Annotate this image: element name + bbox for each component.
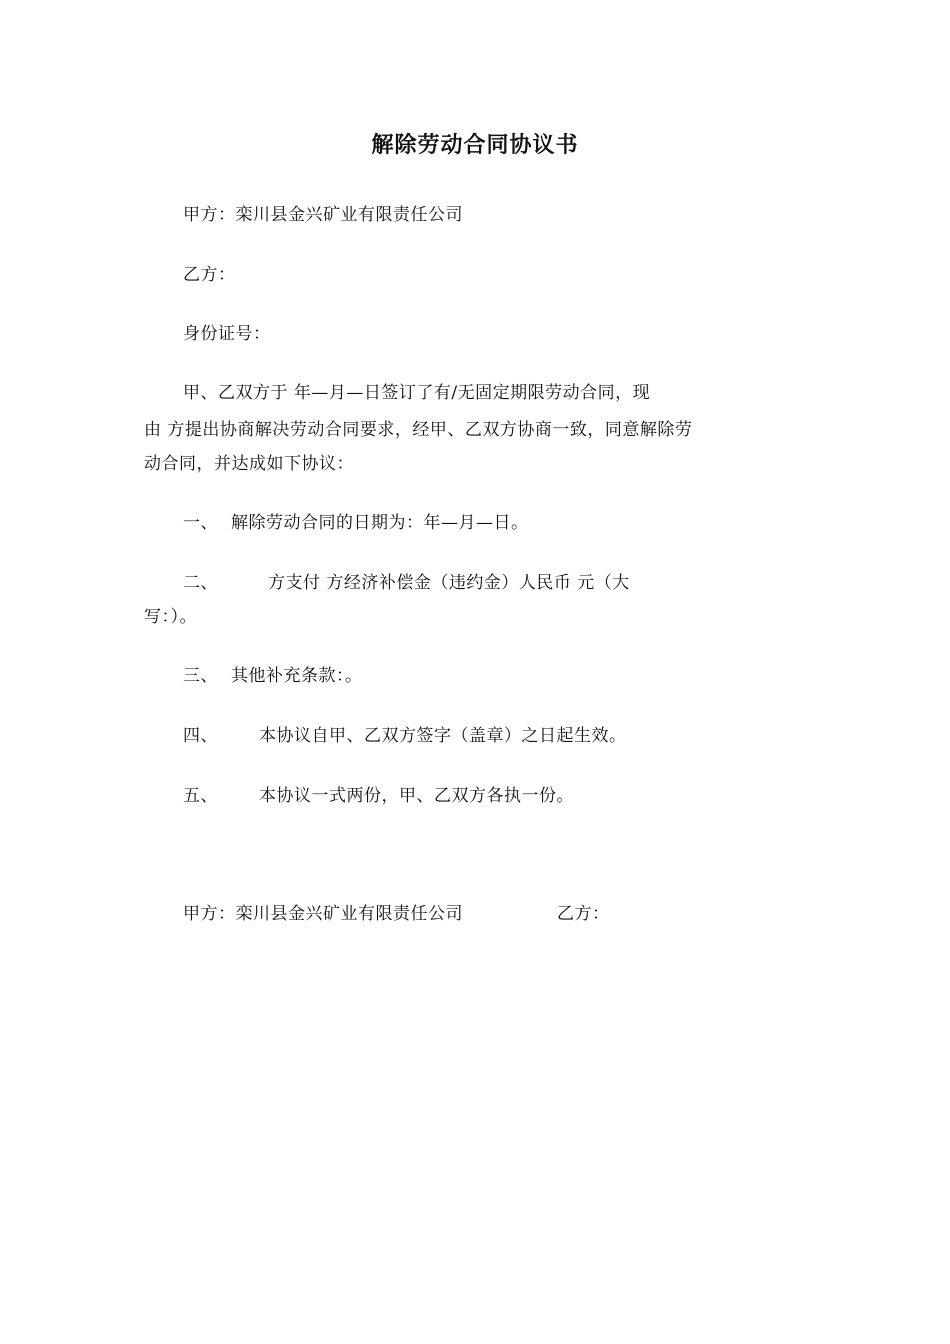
clause-one-number: 一、 [183, 513, 218, 533]
id-number-line: 身份证号： [183, 324, 271, 344]
clause-five-number: 五、 [183, 786, 218, 806]
clause-five-text: 本协议一式两份，甲、乙双方各执一份。 [259, 786, 574, 806]
document-title: 解除劳动合同协议书 [371, 132, 579, 158]
clause-one-text: 解除劳动合同的日期为：年—月—日。 [231, 513, 529, 533]
clause-four-number: 四、 [183, 726, 218, 746]
party-b-line: 乙方： [183, 265, 236, 285]
clause-three-number: 三、 [183, 666, 218, 686]
clause-three-text: 其他补充条款：。 [231, 666, 363, 686]
signature-party-b: 乙方： [557, 904, 610, 924]
clause-two-continuation: 写：）。 [144, 607, 197, 627]
intro-line-2: 由 方提出协商解决劳动合同要求，经甲、乙双方协商一致，同意解除劳 [144, 420, 693, 440]
intro-line-3: 动合同，并达成如下协议： [144, 454, 354, 474]
clause-two-text: 方支付 方经济补偿金（违约金）人民币 元（大 [268, 573, 630, 593]
clause-two-number: 二、 [183, 573, 218, 593]
signature-party-a: 甲方：栾川县金兴矿业有限责任公司 [183, 904, 463, 924]
intro-line-1: 甲、乙双方于 年—月—日签订了有/无固定期限劳动合同，现 [183, 383, 651, 403]
party-a-line: 甲方：栾川县金兴矿业有限责任公司 [183, 205, 463, 225]
clause-four-text: 本协议自甲、乙双方签字（盖章）之日起生效。 [259, 726, 627, 746]
